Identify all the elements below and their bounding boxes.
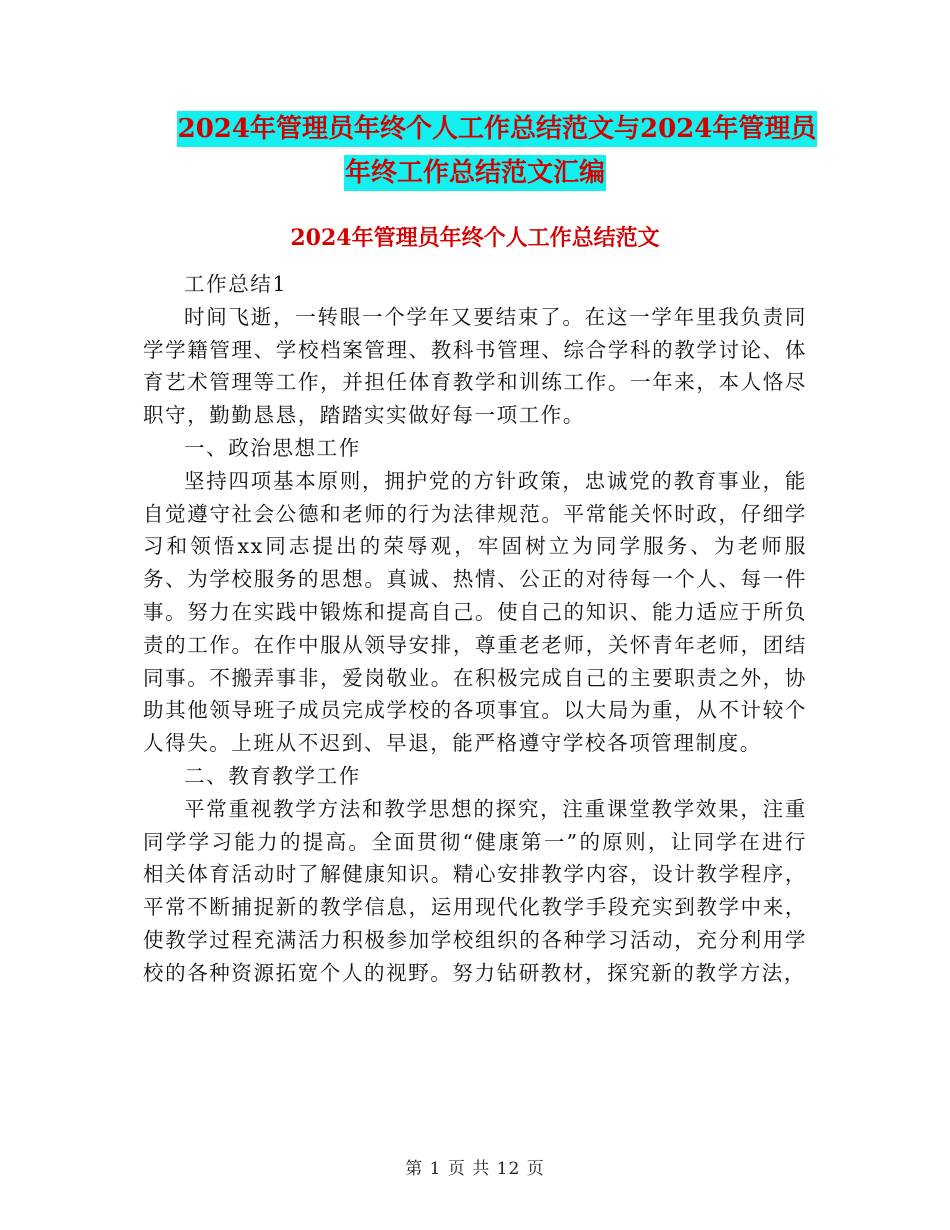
paragraph: 时间飞逝，一转眼一个学年又要结束了。在这一学年里我负责同学学籍管理、学校档案管理、教科书管理、综合学科的教学讨论、体育艺术管理等工作，并担任体育教学和训练工作。一年来，本人恪尽职守，勤勤恳恳，踏踏实实做好每一项工作。 bbox=[143, 304, 807, 428]
section-title: 2024年管理员年终个人工作总结范文 bbox=[290, 225, 660, 251]
page-footer: 第 1 页 共 12 页 bbox=[405, 1159, 545, 1179]
document-title-line-2: 年终工作总结范文汇编 bbox=[0, 158, 950, 188]
paragraph: 坚持四项基本原则，拥护党的方针政策，忠诚党的教育事业，能自觉遵守社会公德和老师的行为法律规范。平常能关怀时政，仔细学习和领悟xx同志提出的荣辱观，牢固树立为同学服务、为老师服务、为学校服务的思想。真诚、热情、公正的对待每一个人、每一件事。努力在实践中锻炼和提高自己。使自己的知识、能力适应于所负责的工作。在作中服从领导安排，尊重老老师，关怀青年老师，团结同事。不搬弄事非，爱岗敬业。在积极完成自己的主要职责之外，协助其他领导班子成员完成学校的各项事宜。以大局为重，从不计较个人得失。上班从不迟到、早退，能严格遵守学校各项管理制度。 bbox=[143, 468, 807, 756]
subheading-politics: 一、政治思想工作 bbox=[184, 435, 361, 460]
document-body bbox=[143, 268, 807, 990]
document-title-line-1: 2024年管理员年终个人工作总结范文与2024年管理员 bbox=[22, 114, 950, 144]
paragraph: 平常重视教学方法和教学思想的探究，注重课堂教学效果，注重同学学习能力的提高。全面贯彻“健康第一”的原则，让同学在进行相关体育活动时了解健康知识。精心安排教学内容，设计教学程序，平常不断捕捉新的教学信息，运用现代化教学手段充实到教学中来，使教学过程充满活力积极参加学校组织的各种学习活动，充分利用学校的各种资源拓宽个人的视野。努力钻研教材，探究新的教学方法， bbox=[143, 796, 807, 985]
paragraph-label: 工作总结1 bbox=[184, 272, 288, 296]
subheading-teaching: 二、教育教学工作 bbox=[184, 763, 361, 788]
